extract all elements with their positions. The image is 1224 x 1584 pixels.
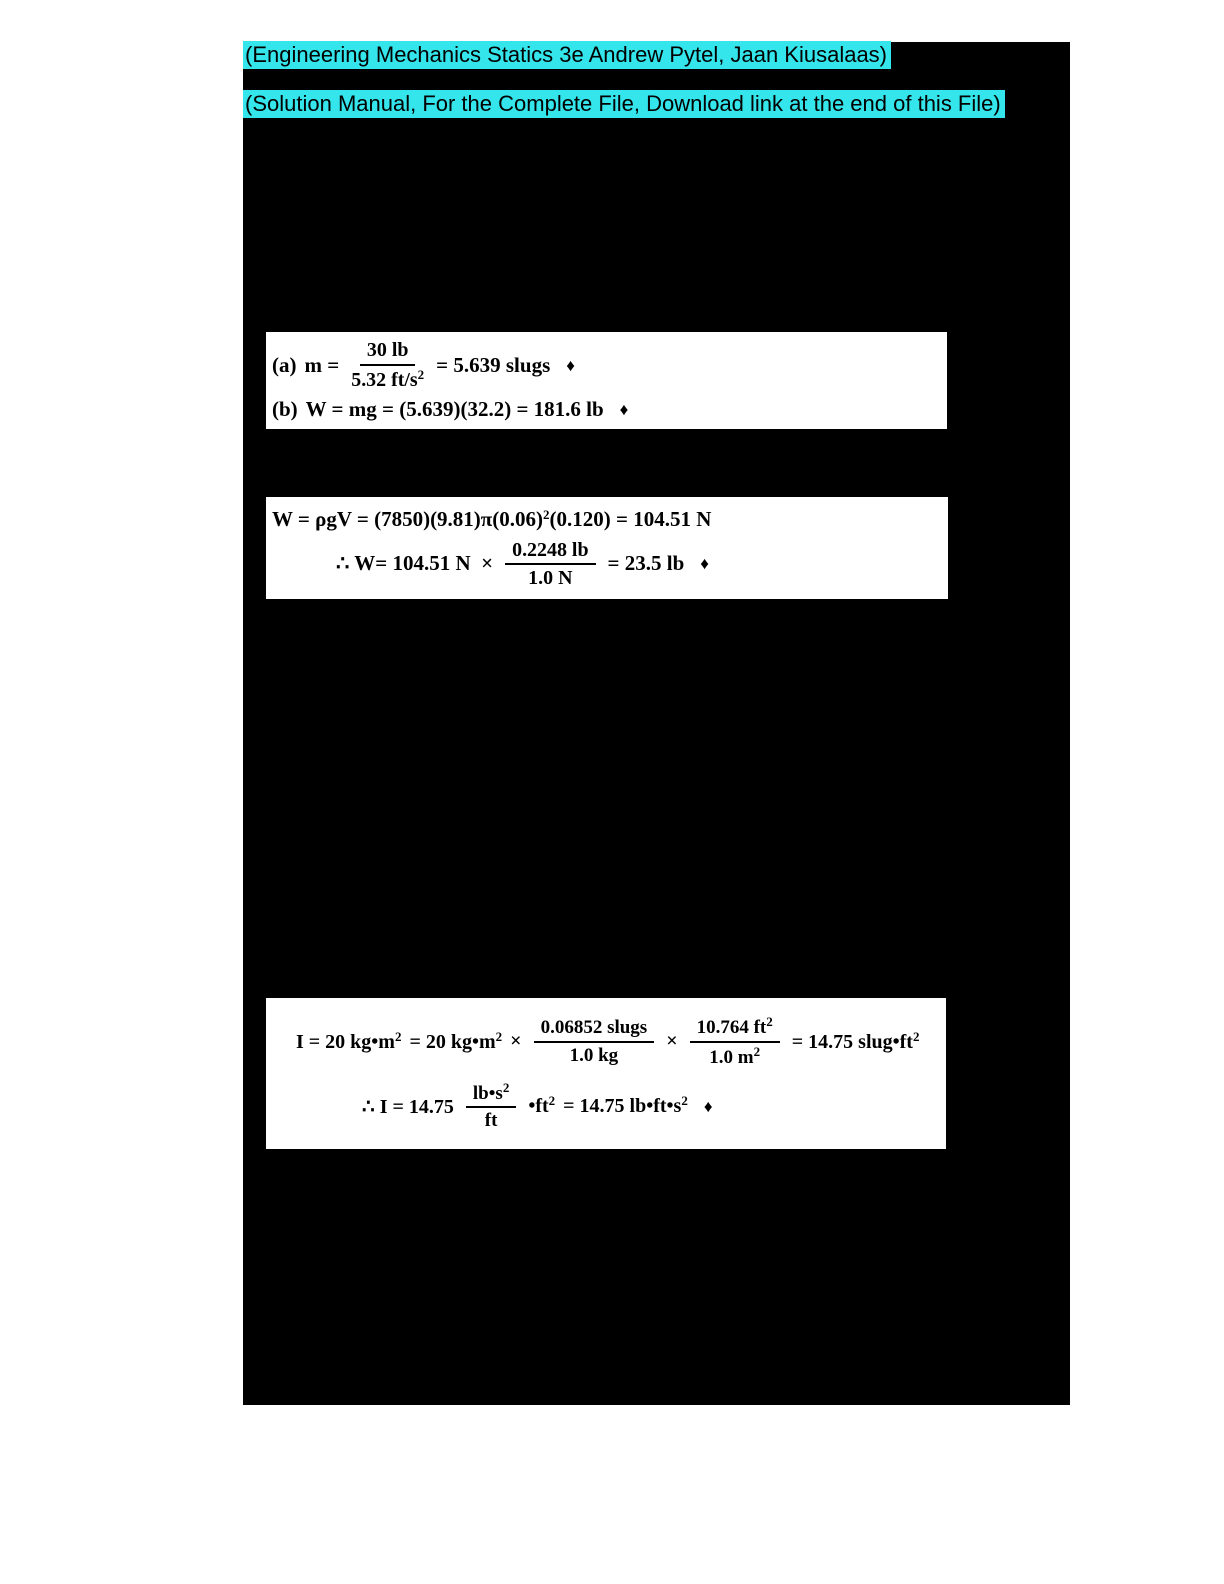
equation-mid [528,1094,555,1118]
fraction-numerator [690,1015,780,1042]
header-line-2 [243,91,1005,117]
result-base: = 14.75 slug•ft [791,1030,913,1053]
equation-lhs: ∴ W= 104.51 N × [336,551,494,576]
numerator-exponent: 2 [502,1080,510,1096]
answer-diamond-icon: ♦ [703,1096,713,1116]
fraction-numerator: 0.06852 slugs [534,1017,655,1042]
numerator-base: lb•s [472,1083,503,1105]
expression-exponent: 2 [495,1028,503,1044]
equation-part-b [272,397,947,422]
denominator-exponent: 2 [417,366,425,382]
denominator-base: 5.32 ft/s [351,368,418,391]
answer-diamond-icon: ♦ [566,355,575,375]
equation-result: = 5.639 slugs [436,352,551,377]
answer-diamond-icon: ♦ [700,554,709,574]
numerator-exponent: 2 [766,1014,773,1030]
document-dark-panel [243,42,1070,1405]
equation-line-2 [266,1081,946,1132]
expression-exponent: 2 [543,506,550,522]
fraction-denominator [351,366,424,391]
fraction-numerator [466,1081,516,1108]
times-sign: × [510,1030,522,1053]
equation-line-2 [272,539,948,590]
expression-exponent: 2 [394,1028,402,1044]
equation-part-a [272,339,947,391]
equation-line-1 [266,1015,946,1068]
equation-text [272,507,711,532]
equation-fraction [351,339,424,391]
denominator-base: 1.0 m [709,1046,754,1068]
area-conversion-fraction [690,1015,780,1068]
fraction-denominator [709,1043,760,1068]
fraction-denominator: 1.0 kg [569,1044,619,1066]
book-title-highlight: (Engineering Mechanics Statics 3e Andrew Pytel, Jaan Kiusalaas) [243,41,891,69]
equation-result [563,1094,688,1118]
conversion-fraction [505,539,595,590]
equation-result [792,1030,920,1054]
solution-box-1 [266,332,947,429]
answer-diamond-icon: ♦ [619,399,629,419]
fraction-numerator: 30 lb [360,339,416,365]
result-exponent: 2 [681,1093,688,1109]
unit-fraction [466,1081,516,1132]
equation-lhs [296,1030,401,1054]
fraction-denominator: ft [484,1110,498,1132]
equation-lhs: ∴ I = 14.75 [362,1095,454,1118]
expression-base: •ft [528,1095,549,1118]
equation-mid [409,1030,502,1054]
part-label: (a) [272,352,297,377]
equation-lhs: m = [304,352,340,377]
expression-base: = 20 kg•m [409,1030,496,1053]
expression-rest: (0.120) = 104.51 N [549,506,712,531]
solution-box-3 [266,998,946,1149]
result-exponent: 2 [912,1028,920,1044]
expression-base: W = ρgV = (7850)(9.81)π(0.06) [272,506,544,531]
equation-result: = 23.5 lb [607,551,685,576]
numerator-base: 10.764 ft [696,1017,767,1039]
equation-text: W = mg = (5.639)(32.2) = 181.6 lb [305,396,604,421]
fraction-denominator: 1.0 N [528,566,573,589]
expression-exponent: 2 [548,1093,556,1109]
header-line-1 [243,42,891,68]
times-sign: × [666,1030,678,1053]
expression-base: I = 20 kg•m [296,1030,395,1053]
result-base: = 14.75 lb•ft•s [563,1095,682,1118]
part-label: (b) [272,396,298,421]
fraction-numerator: 0.2248 lb [505,539,595,565]
equation-line-1 [272,507,948,532]
slug-conversion-fraction [534,1017,655,1066]
denominator-exponent: 2 [753,1043,761,1059]
solution-manual-note-highlight: (Solution Manual, For the Complete File, Download link at the end of this File) [243,90,1005,118]
solution-box-2 [266,497,948,599]
